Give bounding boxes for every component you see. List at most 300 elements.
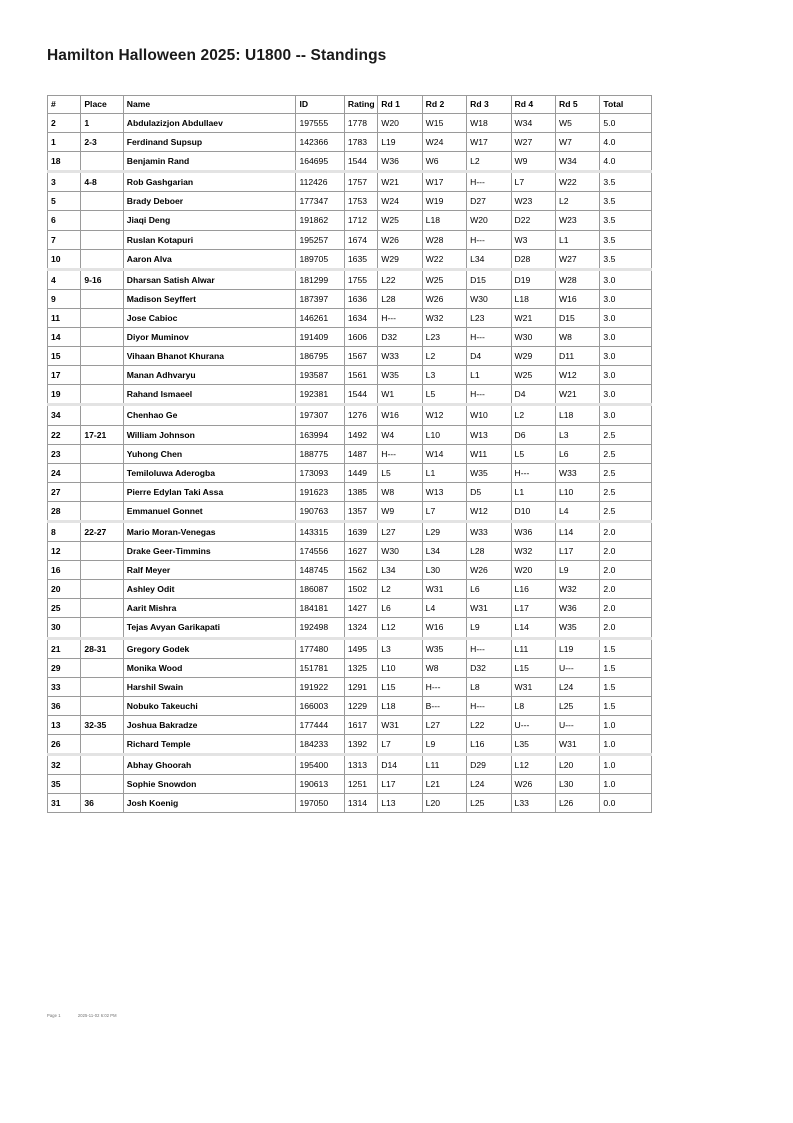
table-row [48,715,652,734]
table-row [48,172,652,192]
cell-name: Tejas Avyan Garikapati [123,618,296,638]
cell-name: Harshil Swain [123,677,296,696]
table-row [48,425,652,444]
cell-name: Nobuko Takeuchi [123,696,296,715]
cell-rd1: W30 [378,542,422,561]
cell-rd3: L34 [467,249,511,269]
cell-name: Vihaan Bhanot Khurana [123,347,296,366]
cell-total: 4.0 [600,133,652,152]
cell-id: 192381 [296,385,344,405]
table-row [48,269,652,289]
column-header-num: # [48,96,81,114]
cell-rd5: L20 [555,755,599,775]
cell-rd3: L24 [467,775,511,794]
cell-id: 184233 [296,735,344,755]
cell-rd4: W32 [511,542,555,561]
cell-rd2: L34 [422,542,466,561]
cell-rating: 1495 [344,638,377,658]
cell-rd1: L17 [378,775,422,794]
cell-rd1: W25 [378,211,422,230]
cell-rd3: L28 [467,542,511,561]
footer-timestamp: 2025-11-02 6:02 PM [77,1013,117,1018]
table-row [48,114,652,133]
cell-total: 3.5 [600,249,652,269]
cell-rd2: H--- [422,677,466,696]
cell-rating: 1639 [344,521,377,541]
table-row [48,658,652,677]
cell-rd5: W31 [555,735,599,755]
cell-rating: 1314 [344,794,377,813]
cell-rating: 1487 [344,444,377,463]
cell-rd1: W33 [378,347,422,366]
cell-rd5: L6 [555,444,599,463]
cell-rd2: L5 [422,385,466,405]
cell-rd5: L3 [555,425,599,444]
cell-name: Aaron Alva [123,249,296,269]
cell-rd4: L17 [511,599,555,618]
cell-name: William Johnson [123,425,296,444]
cell-place: 32-35 [81,715,123,734]
cell-rd3: H--- [467,385,511,405]
cell-rd5: W34 [555,152,599,172]
cell-num: 31 [48,794,81,813]
cell-id: 164695 [296,152,344,172]
cell-total: 3.0 [600,405,652,425]
cell-rd5: W5 [555,114,599,133]
cell-rd3: L23 [467,308,511,327]
cell-rd5: W27 [555,249,599,269]
cell-place [81,289,123,308]
cell-rd5: L30 [555,775,599,794]
cell-rd5: W35 [555,618,599,638]
cell-num: 2 [48,114,81,133]
cell-place [81,405,123,425]
cell-id: 190613 [296,775,344,794]
cell-rd2: L20 [422,794,466,813]
table-row [48,192,652,211]
cell-num: 18 [48,152,81,172]
cell-rd3: D15 [467,269,511,289]
cell-rating: 1251 [344,775,377,794]
cell-id: 181299 [296,269,344,289]
table-row [48,211,652,230]
cell-rd4: L11 [511,638,555,658]
cell-num: 24 [48,463,81,482]
cell-place [81,385,123,405]
cell-rd5: L4 [555,501,599,521]
cell-rd2: W22 [422,249,466,269]
cell-rd4: W9 [511,152,555,172]
cell-rd1: L19 [378,133,422,152]
cell-num: 8 [48,521,81,541]
cell-id: 188775 [296,444,344,463]
cell-rd2: W19 [422,192,466,211]
cell-rd4: L8 [511,696,555,715]
cell-id: 184181 [296,599,344,618]
cell-rd2: L23 [422,328,466,347]
table-header [48,96,652,114]
cell-rd3: W20 [467,211,511,230]
cell-rd4: L33 [511,794,555,813]
cell-place [81,542,123,561]
cell-id: 197050 [296,794,344,813]
cell-rd2: L27 [422,715,466,734]
cell-num: 7 [48,230,81,249]
cell-rd1: L27 [378,521,422,541]
cell-num: 15 [48,347,81,366]
cell-total: 3.0 [600,328,652,347]
cell-rd3: W11 [467,444,511,463]
cell-rd3: L6 [467,580,511,599]
cell-rating: 1325 [344,658,377,677]
cell-rating: 1502 [344,580,377,599]
cell-rd4: L7 [511,172,555,192]
cell-name: Dharsan Satish Alwar [123,269,296,289]
table-row [48,580,652,599]
cell-num: 21 [48,638,81,658]
cell-rd3: H--- [467,172,511,192]
cell-rd1: W24 [378,192,422,211]
column-header-rd4: Rd 4 [511,96,555,114]
cell-rd5: W28 [555,269,599,289]
cell-rd5: L25 [555,696,599,715]
cell-total: 2.5 [600,463,652,482]
cell-id: 197555 [296,114,344,133]
table-row [48,152,652,172]
cell-id: 146261 [296,308,344,327]
cell-rd1: L15 [378,677,422,696]
cell-rd2: L10 [422,425,466,444]
cell-rd4: U--- [511,715,555,734]
table-header-row [48,96,652,114]
table-row [48,561,652,580]
cell-name: Benjamin Rand [123,152,296,172]
cell-rd5: D11 [555,347,599,366]
cell-num: 5 [48,192,81,211]
cell-total: 1.0 [600,775,652,794]
cell-rating: 1449 [344,463,377,482]
cell-rating: 1712 [344,211,377,230]
cell-total: 3.5 [600,192,652,211]
table-row [48,230,652,249]
cell-place [81,308,123,327]
cell-rd4: D4 [511,385,555,405]
cell-name: Temiloluwa Aderogba [123,463,296,482]
cell-name: Joshua Bakradze [123,715,296,734]
cell-total: 5.0 [600,114,652,133]
cell-rd3: H--- [467,328,511,347]
cell-id: 177444 [296,715,344,734]
cell-id: 151781 [296,658,344,677]
cell-id: 192498 [296,618,344,638]
cell-rd5: L9 [555,561,599,580]
cell-id: 112426 [296,172,344,192]
cell-id: 143315 [296,521,344,541]
table-row [48,385,652,405]
table-row [48,444,652,463]
cell-rd2: W31 [422,580,466,599]
cell-rating: 1753 [344,192,377,211]
cell-rd4: W3 [511,230,555,249]
cell-total: 3.0 [600,347,652,366]
table-row [48,638,652,658]
cell-rating: 1636 [344,289,377,308]
cell-place [81,192,123,211]
cell-total: 2.5 [600,444,652,463]
cell-rd5: U--- [555,658,599,677]
cell-rating: 1617 [344,715,377,734]
cell-rd2: W15 [422,114,466,133]
cell-rd1: W26 [378,230,422,249]
cell-rd1: W4 [378,425,422,444]
cell-rd1: L34 [378,561,422,580]
cell-rating: 1492 [344,425,377,444]
cell-rd2: W14 [422,444,466,463]
cell-rd3: D4 [467,347,511,366]
cell-rd3: W33 [467,521,511,541]
table-row [48,289,652,308]
cell-total: 1.5 [600,677,652,696]
cell-rd4: W30 [511,328,555,347]
table-row [48,501,652,521]
cell-rd3: L16 [467,735,511,755]
cell-total: 4.0 [600,152,652,172]
cell-rating: 1757 [344,172,377,192]
cell-rating: 1385 [344,482,377,501]
cell-total: 2.0 [600,618,652,638]
cell-name: Rahand Ismaeel [123,385,296,405]
table-body [48,114,652,813]
cell-id: 190763 [296,501,344,521]
cell-rd2: L9 [422,735,466,755]
cell-num: 4 [48,269,81,289]
cell-rd4: L15 [511,658,555,677]
cell-place [81,211,123,230]
cell-rd1: W9 [378,501,422,521]
cell-place [81,618,123,638]
cell-rd1: L22 [378,269,422,289]
cell-id: 195257 [296,230,344,249]
cell-rd2: L11 [422,755,466,775]
cell-name: Jose Cabioc [123,308,296,327]
cell-rd2: W12 [422,405,466,425]
cell-rd1: L2 [378,580,422,599]
cell-rd3: D32 [467,658,511,677]
cell-rd3: L8 [467,677,511,696]
cell-rd2: W17 [422,172,466,192]
cell-rd4: L1 [511,482,555,501]
cell-place [81,696,123,715]
cell-num: 10 [48,249,81,269]
cell-rating: 1544 [344,152,377,172]
cell-id: 189705 [296,249,344,269]
cell-rd4: W31 [511,677,555,696]
cell-rating: 1674 [344,230,377,249]
cell-rd1: W21 [378,172,422,192]
cell-rd5: W16 [555,289,599,308]
cell-rating: 1544 [344,385,377,405]
cell-place [81,152,123,172]
cell-name: Yuhong Chen [123,444,296,463]
cell-rd5: W32 [555,580,599,599]
cell-rd3: H--- [467,696,511,715]
cell-rd2: L2 [422,347,466,366]
cell-rd2: L21 [422,775,466,794]
cell-rd3: W12 [467,501,511,521]
cell-place: 2-3 [81,133,123,152]
cell-rating: 1627 [344,542,377,561]
column-header-name: Name [123,96,296,114]
cell-total: 1.5 [600,638,652,658]
table-row [48,794,652,813]
table-row [48,677,652,696]
cell-id: 191623 [296,482,344,501]
cell-id: 193587 [296,366,344,385]
cell-rd4: D28 [511,249,555,269]
cell-num: 33 [48,677,81,696]
cell-rd4: D10 [511,501,555,521]
cell-rd4: W23 [511,192,555,211]
cell-total: 3.0 [600,289,652,308]
cell-rd1: W35 [378,366,422,385]
table-row [48,542,652,561]
cell-num: 36 [48,696,81,715]
cell-rd4: L5 [511,444,555,463]
cell-name: Monika Wood [123,658,296,677]
cell-total: 3.0 [600,385,652,405]
cell-rd5: L18 [555,405,599,425]
cell-place [81,463,123,482]
cell-rd1: H--- [378,308,422,327]
cell-rd5: L26 [555,794,599,813]
table-row [48,755,652,775]
cell-rd2: W8 [422,658,466,677]
cell-rd1: L28 [378,289,422,308]
cell-id: 177480 [296,638,344,658]
cell-rd5: D15 [555,308,599,327]
cell-place: 36 [81,794,123,813]
cell-rd3: L22 [467,715,511,734]
page-title: Hamilton Halloween 2025: U1800 -- Standings [47,47,387,64]
cell-total: 3.5 [600,172,652,192]
cell-num: 28 [48,501,81,521]
cell-total: 2.0 [600,521,652,541]
cell-rd4: L12 [511,755,555,775]
cell-total: 2.5 [600,425,652,444]
standings-table [47,95,652,813]
cell-rd1: L5 [378,463,422,482]
cell-id: 148745 [296,561,344,580]
cell-total: 3.0 [600,269,652,289]
table-row [48,775,652,794]
cell-place [81,775,123,794]
cell-num: 17 [48,366,81,385]
cell-rd3: W18 [467,114,511,133]
cell-name: Rob Gashgarian [123,172,296,192]
cell-total: 3.5 [600,211,652,230]
footer-page-label: Page 1 [47,1013,61,1018]
cell-rd1: L18 [378,696,422,715]
cell-rd4: D19 [511,269,555,289]
cell-rating: 1778 [344,114,377,133]
cell-rd5: L1 [555,230,599,249]
cell-place [81,735,123,755]
cell-num: 32 [48,755,81,775]
cell-rd4: W20 [511,561,555,580]
cell-id: 191409 [296,328,344,347]
cell-name: Brady Deboer [123,192,296,211]
cell-rd2: W25 [422,269,466,289]
cell-rd1: D14 [378,755,422,775]
cell-rd3: H--- [467,638,511,658]
cell-rd4: L14 [511,618,555,638]
cell-total: 2.5 [600,482,652,501]
cell-name: Abdulazizjon Abdullaev [123,114,296,133]
cell-total: 2.0 [600,561,652,580]
cell-rd3: L2 [467,152,511,172]
cell-rd5: W22 [555,172,599,192]
cell-rating: 1606 [344,328,377,347]
cell-rd4: W26 [511,775,555,794]
table-row [48,482,652,501]
cell-rd3: D5 [467,482,511,501]
table-row [48,308,652,327]
cell-rd2: W6 [422,152,466,172]
cell-rd3: D27 [467,192,511,211]
cell-place: 9-16 [81,269,123,289]
cell-name: Ferdinand Supsup [123,133,296,152]
cell-rating: 1562 [344,561,377,580]
column-header-rd2: Rd 2 [422,96,466,114]
cell-rd1: L13 [378,794,422,813]
cell-place [81,249,123,269]
cell-name: Aarit Mishra [123,599,296,618]
page-footer [47,1013,117,1018]
cell-num: 11 [48,308,81,327]
cell-name: Chenhao Ge [123,405,296,425]
cell-rd1: W29 [378,249,422,269]
table-row [48,618,652,638]
cell-name: Emmanuel Gonnet [123,501,296,521]
cell-num: 25 [48,599,81,618]
cell-rd5: W21 [555,385,599,405]
column-header-rd5: Rd 5 [555,96,599,114]
cell-num: 34 [48,405,81,425]
cell-rd1: D32 [378,328,422,347]
cell-place [81,677,123,696]
cell-rd4: W34 [511,114,555,133]
cell-place: 1 [81,114,123,133]
cell-rd4: L18 [511,289,555,308]
cell-rd5: W36 [555,599,599,618]
table-row [48,249,652,269]
cell-name: Richard Temple [123,735,296,755]
cell-num: 20 [48,580,81,599]
cell-rd3: W26 [467,561,511,580]
cell-num: 19 [48,385,81,405]
cell-rd3: W17 [467,133,511,152]
cell-rd1: W8 [378,482,422,501]
cell-rd2: W28 [422,230,466,249]
cell-num: 35 [48,775,81,794]
cell-name: Sophie Snowdon [123,775,296,794]
cell-rating: 1427 [344,599,377,618]
cell-num: 3 [48,172,81,192]
cell-total: 1.0 [600,715,652,734]
cell-rating: 1357 [344,501,377,521]
cell-place [81,366,123,385]
cell-rd2: B--- [422,696,466,715]
